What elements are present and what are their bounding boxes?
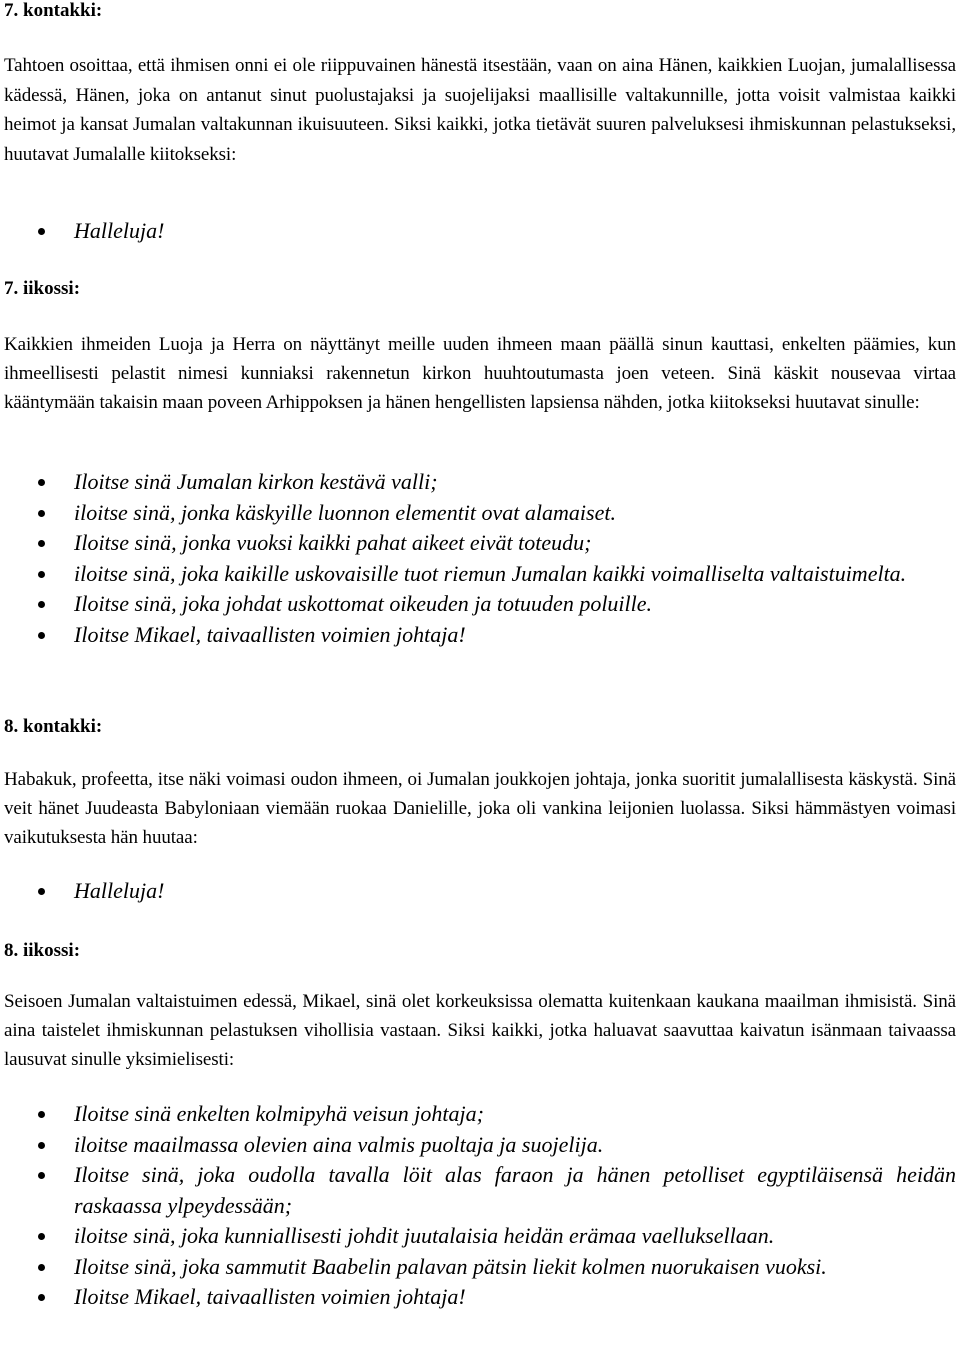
hymn-line: Iloitse sinä, joka johdat uskottomat oikeuden ja totuuden poluille. [4,589,956,620]
section-8-iikossi-body [4,987,956,1074]
bullet-icon [38,1142,45,1149]
bullet-icon [38,510,45,517]
hymn-line: Iloitse sinä Jumalan kirkon kestävä valli; [4,467,956,498]
section-7-iikossi-body [4,330,956,417]
section-7-kontakki-body [4,51,956,169]
bullet-icon [38,632,45,639]
hymn-line: Iloitse Mikael, taivaallisten voimien johtaja! [4,620,956,651]
hymn-list [4,467,956,650]
hymn-line: Iloitse sinä, joka oudolla tavalla löit alas faraon ja hänen petolliset egyptiläisensä heidän raskaassa ylpeydessään; [4,1160,956,1221]
section-8-kontakki-body [4,765,956,852]
section-8-iikossi [4,940,956,962]
hymn-line: Halleluja! [4,216,956,247]
section-paragraph: Tahtoen osoittaa, että ihmisen onni ei ole riippuvainen hänestä itsestään, vaan on aina Hänen, kaikkien Luojan, jumalallisessa kädessä, Hänen, joka on antanut sinut puolustajaksi ja suojelijaksi maallisille valtakunnille, jotta voisit valmistaa kaikki heimot ja kansat Jumalan valtakunnan ikuisuuteen. Siksi kaikki, jotka tietävät suuren palveluksesi ihmiskunnan pelastukseksi, huutavat Jumalalle kiitokseksi: [4,55,956,165]
hymn-list [4,216,956,247]
hymn-line: Iloitse sinä, jonka vuoksi kaikki pahat aikeet eivät toteudu; [4,528,956,559]
section-heading: 7. iikossi: [4,278,81,299]
bullet-icon [38,601,45,608]
section-paragraph: Seisoen Jumalan valtaistuimen edessä, Mikael, sinä olet korkeuksissa olematta kuitenkaan kaukana maailman ihmisistä. Sinä aina taistelet ihmiskunnan pelastuksen vihollisia vastaan. Siksi kaikki, jotka haluavat saavuttaa kaivatun isänmaan taivaassa lausuvat sinulle yksimielisesti: [4,991,956,1070]
bullet-icon [38,1111,45,1118]
hymn-line: iloitse sinä, joka kaikille uskovaisille tuot riemun Jumalan kaikki voimalliselta valtaistuimelta. [4,559,956,590]
hymn-line: Iloitse Mikael, taivaallisten voimien johtaja! [4,1282,956,1313]
section-7-iikossi [4,278,956,300]
section-7-kontakki [4,0,956,22]
hymn-list [4,876,956,907]
bullet-icon [38,1264,45,1271]
section-paragraph: Kaikkien ihmeiden Luoja ja Herra on näyttänyt meille uuden ihmeen maan päällä sinun kauttasi, enkelten päämies, kun ihmeellisesti pelastit nimesi kunniaksi rakennetun kirkon huuhtoutumasta joen veteen. Sinä käskit nousevaa virtaa kääntymään takaisin maan poveen Arhippoksen ja hänen hengellisten lapsiensa nähden, jotka kiitokseksi huutavat sinulle: [4,334,956,413]
hymn-line: iloitse maailmassa olevien aina valmis puoltaja ja suojelija. [4,1130,956,1161]
bullet-icon [38,1294,45,1301]
bullet-icon [38,1233,45,1240]
section-8-kontakki [4,716,956,738]
bullet-icon [38,888,45,895]
hymn-line: iloitse sinä, jonka käskyille luonnon elementit ovat alamaiset. [4,498,956,529]
section-heading: 7. kontakki: [4,0,103,21]
hymn-list [4,1099,956,1313]
bullet-icon [38,540,45,547]
section-heading: 8. kontakki: [4,716,103,737]
hymn-line: Iloitse sinä, joka sammutit Baabelin palavan pätsin liekit kolmen nuorukaisen vuoksi. [4,1252,956,1283]
bullet-icon [38,228,45,235]
section-heading: 8. iikossi: [4,940,81,961]
hymn-line: iloitse sinä, joka kunniallisesti johdit juutalaisia heidän erämaa vaelluksellaan. [4,1221,956,1252]
bullet-icon [38,571,45,578]
bullet-icon [38,1172,45,1179]
hymn-line: Iloitse sinä enkelten kolmipyhä veisun johtaja; [4,1099,956,1130]
hymn-line: Halleluja! [4,876,956,907]
bullet-icon [38,479,45,486]
section-paragraph: Habakuk, profeetta, itse näki voimasi oudon ihmeen, oi Jumalan joukkojen johtaja, jonka suoritit jumalallisesta käskystä. Sinä veit hänet Juudeasta Babyloniaan viemään ruokaa Danielille, joka oli vankina leijonien luolassa. Siksi hämmästyen voimasi vaikutuksesta hän huutaa: [4,769,956,848]
